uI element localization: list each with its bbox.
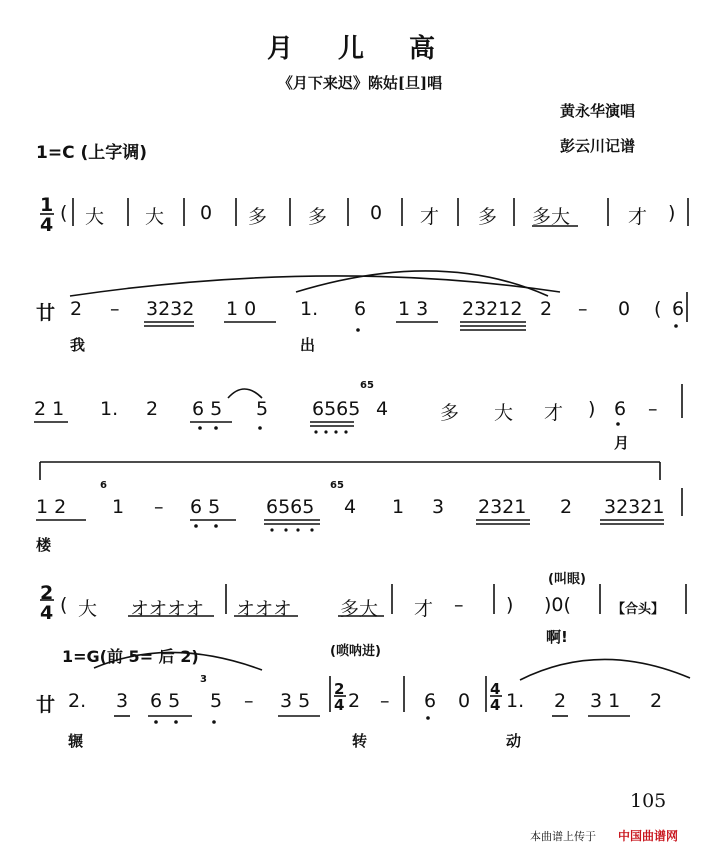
- lyric: 动: [506, 732, 522, 750]
- note: 32321: [604, 496, 665, 518]
- note: 大: [85, 206, 105, 228]
- note: 6: [354, 298, 367, 320]
- note: 0: [200, 202, 213, 224]
- note: 1 0: [226, 298, 257, 320]
- note: 6: [672, 298, 685, 320]
- note: 3: [116, 690, 129, 712]
- time-sig-den: 4: [40, 214, 54, 236]
- note: 2321: [478, 496, 527, 518]
- note: 23212: [462, 298, 523, 320]
- note: 6565: [312, 398, 361, 420]
- note: –: [380, 690, 390, 712]
- section-label: 【合头】: [612, 602, 665, 617]
- note: 大: [78, 598, 98, 620]
- note: 2 1: [34, 398, 65, 420]
- time-sig-num: 2: [334, 680, 345, 698]
- note: 多: [478, 206, 498, 228]
- note: 6 5: [192, 398, 223, 420]
- note: 2: [554, 690, 567, 712]
- performance-label: (唢呐进): [330, 644, 381, 659]
- note: 才: [628, 206, 648, 228]
- time-sig-num: 4: [490, 680, 501, 698]
- note: 2: [650, 690, 663, 712]
- note: 1 2: [36, 496, 67, 518]
- note: 多: [440, 402, 460, 424]
- note: –: [154, 496, 164, 518]
- note: 多: [308, 206, 328, 228]
- note: 0: [370, 202, 383, 224]
- key-signature: 1=C (上字调): [36, 143, 148, 163]
- note: 多: [248, 206, 268, 228]
- note: 1.: [506, 690, 525, 712]
- note: 1.: [300, 298, 319, 320]
- note: 6565: [266, 496, 315, 518]
- note: )0(: [544, 594, 571, 616]
- time-sig-num: 1: [40, 194, 54, 216]
- note: 大: [494, 402, 514, 424]
- note: 4: [376, 398, 389, 420]
- note: 2: [146, 398, 159, 420]
- note: (: [60, 202, 68, 224]
- note: 6 5: [190, 496, 221, 518]
- note: 6: [424, 690, 437, 712]
- note: –: [110, 298, 120, 320]
- note: 0: [618, 298, 631, 320]
- lyric: 啊!: [546, 628, 568, 646]
- note: 1 3: [398, 298, 429, 320]
- note: 才: [420, 206, 440, 228]
- site-logo[interactable]: 中国曲谱网: [618, 829, 679, 843]
- note: 0: [458, 690, 471, 712]
- grace-note: 65: [360, 380, 374, 391]
- note: –: [578, 298, 588, 320]
- grace-note: 3: [200, 674, 207, 685]
- note: 多大: [532, 206, 571, 228]
- note: –: [648, 398, 658, 420]
- page-number: 105: [630, 790, 667, 812]
- time-sig-den: 4: [40, 602, 54, 624]
- note: –: [454, 594, 464, 616]
- note: 5: [210, 690, 223, 712]
- note: 1: [392, 496, 405, 518]
- note: 2: [560, 496, 573, 518]
- note: 大: [145, 206, 165, 228]
- note: 3232: [146, 298, 195, 320]
- lyric: 楼: [36, 536, 52, 554]
- lyric: 辗: [68, 732, 84, 750]
- grace-note: 65: [330, 480, 344, 491]
- note: ): [506, 594, 514, 616]
- note: 4: [344, 496, 357, 518]
- notator-credit: 彭云川记谱: [560, 137, 636, 155]
- time-sig-num: 2: [40, 582, 54, 604]
- note: –: [244, 690, 254, 712]
- note: 才: [544, 402, 564, 424]
- key-change: 1=G(前 5= 后 2): [62, 647, 199, 666]
- grace-note: 6: [100, 480, 107, 491]
- note: 2: [70, 298, 83, 320]
- time-sig-den: 4: [334, 696, 345, 714]
- note: 2.: [68, 690, 87, 712]
- note: 6 5: [150, 690, 181, 712]
- lyric: 我: [70, 336, 86, 354]
- lyric: 月: [614, 434, 630, 452]
- note: 2: [348, 690, 361, 712]
- footer-text: 本曲谱上传于: [530, 830, 596, 843]
- note: 多大: [340, 598, 379, 620]
- note: 1.: [100, 398, 119, 420]
- page-title: 月 儿 高: [266, 34, 454, 64]
- time-sig-den: 4: [490, 696, 501, 714]
- note: オオオオ: [130, 598, 205, 620]
- note: 5: [256, 398, 269, 420]
- note: (: [60, 594, 68, 616]
- lyric: 出: [300, 336, 316, 354]
- free-meter-mark: 廿: [36, 694, 56, 716]
- performance-label: (叫眼): [548, 572, 586, 587]
- note: 2: [540, 298, 553, 320]
- note: 3 1: [590, 690, 621, 712]
- note: 3 5: [280, 690, 311, 712]
- free-meter-mark: 廿: [36, 302, 56, 324]
- subtitle: 《月下来迟》陈姑[旦]唱: [277, 74, 443, 92]
- note: オオオ: [236, 598, 292, 620]
- note: 1: [112, 496, 125, 518]
- note: 才: [414, 598, 434, 620]
- note: 3: [432, 496, 445, 518]
- note: ): [588, 398, 596, 420]
- performer-credit: 黄永华演唱: [560, 102, 636, 120]
- note: (: [654, 298, 662, 320]
- note: 6: [614, 398, 627, 420]
- note: ): [668, 202, 676, 224]
- lyric: 转: [352, 732, 368, 750]
